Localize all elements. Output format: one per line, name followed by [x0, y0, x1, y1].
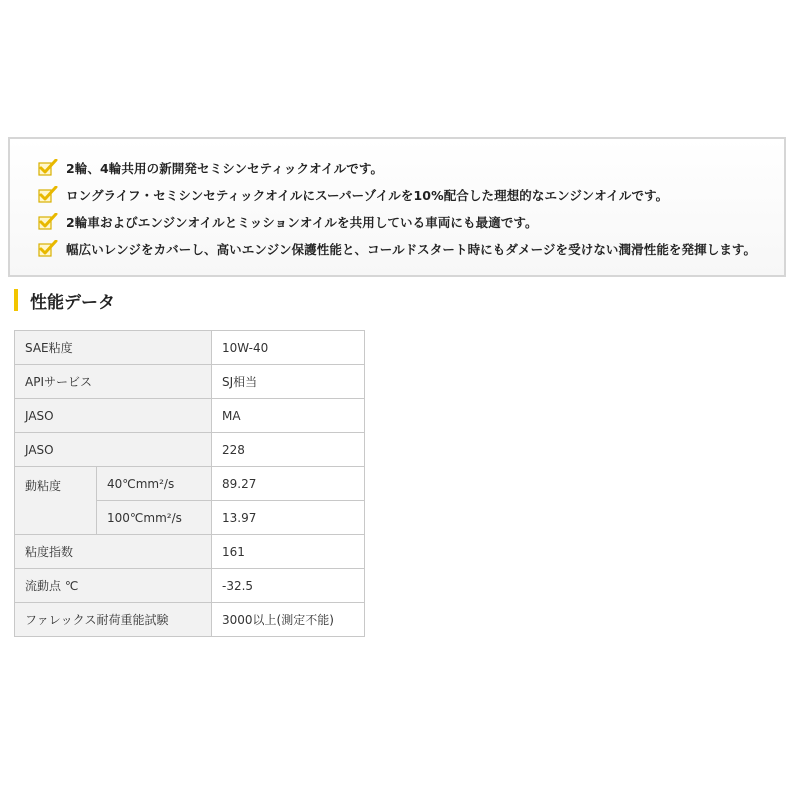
- feature-item: [38, 184, 668, 206]
- row-label: 動粘度: [15, 467, 97, 535]
- checkbox-check-icon: [38, 213, 58, 231]
- table-row: [15, 467, 365, 501]
- row-value: 89.27: [212, 467, 365, 501]
- row-label: ファレックス耐荷重能試験: [15, 603, 212, 637]
- row-label: JASO: [15, 433, 212, 467]
- section-accent-bar: [14, 289, 18, 311]
- feature-text: 2輪車およびエンジンオイルとミッションオイルを共用している車両にも最適です。: [66, 215, 538, 230]
- feature-text: ロングライフ・セミシンセティックオイルにスーパーゾイルを10%配合した理想的なエンジンオイルです。: [66, 188, 669, 203]
- row-label: 粘度指数: [15, 535, 212, 569]
- row-label: APIサービス: [15, 365, 212, 399]
- table-row: [15, 569, 365, 603]
- row-label: SAE粘度: [15, 331, 212, 365]
- feature-item: [38, 157, 383, 179]
- table-row: [15, 399, 365, 433]
- feature-text: 2輪、4輪共用の新開発セミシンセティックオイルです。: [66, 161, 384, 176]
- row-sublabel: 100℃mm²/s: [97, 501, 212, 535]
- feature-item: [38, 238, 756, 260]
- row-label: JASO: [15, 399, 212, 433]
- section-title: 性能データ: [30, 292, 115, 313]
- table-row: [15, 433, 365, 467]
- row-value: 13.97: [212, 501, 365, 535]
- features-box: [8, 137, 786, 277]
- section-heading: [14, 288, 115, 312]
- row-value: 228: [212, 433, 365, 467]
- row-value: 10W-40: [212, 331, 365, 365]
- feature-item: [38, 211, 538, 233]
- table-row: [15, 535, 365, 569]
- row-sublabel: 40℃mm²/s: [97, 467, 212, 501]
- table-row: [15, 603, 365, 637]
- checkbox-check-icon: [38, 186, 58, 204]
- table-row: [15, 331, 365, 365]
- row-value: MA: [212, 399, 365, 433]
- spec-table: [14, 330, 365, 637]
- table-row: [15, 365, 365, 399]
- row-label: 流動点 ℃: [15, 569, 212, 603]
- checkbox-check-icon: [38, 159, 58, 177]
- feature-text: 幅広いレンジをカバーし、高いエンジン保護性能と、コールドスタート時にもダメージを受けない潤滑性能を発揮します。: [66, 242, 757, 257]
- checkbox-check-icon: [38, 240, 58, 258]
- row-value: SJ相当: [212, 365, 365, 399]
- row-value: -32.5: [212, 569, 365, 603]
- row-value: 3000以上(測定不能): [212, 603, 365, 637]
- row-value: 161: [212, 535, 365, 569]
